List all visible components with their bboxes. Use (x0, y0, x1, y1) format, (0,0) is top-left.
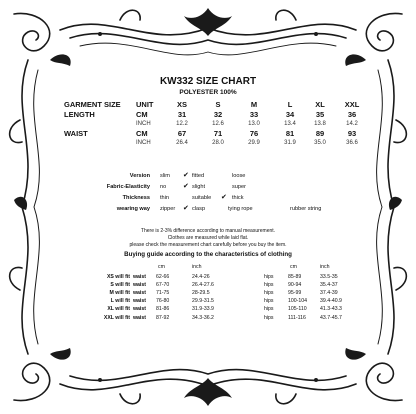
guide-row-cm: 81-86 (156, 306, 170, 313)
thickness-check-icon: ✔ (221, 194, 227, 201)
guide-row-part-2: hips (264, 298, 274, 305)
length-inch-xl: 13.8 (314, 121, 326, 127)
wearing-option-tying-rope: tying rope (228, 206, 253, 212)
guide-row-cm-2: 85-89 (288, 274, 302, 280)
guide-row-part-2: hips (264, 290, 274, 297)
waist-inch-m: 29.9 (248, 140, 260, 146)
guide-row-cm-2: 95-99 (288, 290, 302, 297)
version-option-slim: slim (160, 173, 170, 179)
waist-inch-xxl: 36.6 (346, 140, 358, 146)
length-inch-l: 13.4 (284, 121, 296, 127)
size-header-m: M (250, 100, 258, 109)
guide-row-cm-2: 105-110 (288, 306, 307, 313)
guide-row-part: waist (133, 314, 146, 321)
wearing-check-icon: ✔ (183, 205, 189, 212)
guide-col-inch-2: inch (320, 264, 330, 270)
guide-row-cm: 87-92 (156, 314, 170, 321)
thickness-option-thin: thin (160, 195, 170, 201)
waist-inch-l: 31.9 (284, 140, 296, 146)
wearing-way-label: wearing way (116, 206, 150, 212)
garment-size-header: GARMENT SIZE (64, 100, 121, 109)
guide-row-part: waist (133, 274, 146, 280)
length-cm-xs: 31 (177, 110, 187, 119)
size-header-xxl: XXL (344, 100, 360, 109)
guide-row-inch-2: 33.5-35 (320, 274, 338, 280)
guide-row-inch: 24.4-26 (192, 274, 210, 280)
wearing-option-zipper: zipper (160, 206, 176, 212)
chart-title: KW332 SIZE CHART (159, 76, 257, 87)
thickness-option-suitable: suitable (192, 195, 212, 201)
note-laid-flat: Clothes are measured while laid flat. (167, 235, 249, 241)
guide-row-inch-2: 35.4-37 (320, 282, 338, 289)
guide-row-inch: 29.9-31.5 (192, 298, 214, 305)
guide-row-inch-2: 41.3-43.3 (320, 306, 342, 313)
elasticity-option-super: super (232, 184, 246, 190)
guide-row-part: waist (133, 298, 146, 305)
guide-row-inch-2: 43.7-45.7 (320, 314, 342, 321)
version-option-fitted: fitted (192, 173, 205, 179)
thickness-label: Thickness (122, 195, 150, 201)
version-check-icon: ✔ (183, 172, 189, 179)
waist-cm-xl: 89 (315, 129, 325, 138)
wearing-option-rubber-string: rubber string (290, 206, 322, 212)
guide-row-cm-2: 111-116 (288, 314, 306, 321)
waist-label: WAIST (64, 129, 88, 138)
guide-row-cm-2: 100-104 (288, 298, 308, 305)
unit-header: UNIT (136, 100, 154, 109)
length-inch-m: 13.0 (248, 121, 260, 127)
guide-row-part-2: hips (264, 314, 274, 321)
waist-cm-s: 71 (213, 129, 223, 138)
length-unit-cm: CM (136, 110, 148, 119)
guide-row-label: XXL will fit (103, 314, 130, 321)
guide-row-inch: 26.4-27.6 (192, 282, 214, 289)
buying-guide-title: Buying guide according to the characteristics of clothing (124, 251, 292, 258)
length-unit-inch: INCH (136, 121, 151, 127)
waist-cm-xxl: 93 (347, 129, 357, 138)
waist-cm-xs: 67 (177, 129, 187, 138)
size-header-s: S (215, 100, 221, 109)
guide-row-inch-2: 37.4-39 (320, 290, 338, 297)
guide-row-inch-2: 39.4-40.9 (320, 298, 342, 305)
guide-row-cm: 62-66 (156, 274, 170, 280)
thickness-option-thick: thick (232, 195, 244, 201)
guide-row-part: waist (133, 290, 146, 297)
guide-row-inch: 34.3-36.2 (192, 314, 214, 321)
elasticity-check-icon: ✔ (183, 183, 189, 190)
size-header-l: L (287, 100, 293, 109)
guide-row-label: M will fit (109, 290, 130, 297)
waist-inch-xl: 35.0 (314, 140, 326, 146)
fabric-elasticity-label: Fabric-Elasticity (106, 184, 150, 190)
length-label: LENGTH (64, 110, 95, 119)
length-cm-s: 32 (213, 110, 223, 119)
waist-inch-xs: 26.4 (176, 140, 188, 146)
guide-row-part-2: hips (264, 274, 274, 280)
guide-row-inch: 28-29.5 (192, 290, 210, 297)
waist-unit-inch: INCH (136, 140, 151, 146)
guide-row-label: XS will fit (106, 274, 130, 280)
note-difference: There is 2-3% difference according to manual measurement. (140, 228, 276, 234)
guide-col-cm-2: cm (290, 264, 297, 270)
version-option-loose: loose (232, 173, 246, 179)
waist-cm-l: 81 (285, 129, 295, 138)
elasticity-option-no: no (160, 184, 167, 190)
guide-row-cm: 71-75 (156, 290, 170, 297)
guide-row-cm-2: 90-94 (288, 282, 302, 289)
guide-row-cm: 76-80 (156, 298, 170, 305)
guide-col-inch: inch (192, 264, 202, 270)
waist-unit-cm: CM (136, 129, 148, 138)
length-cm-m: 33 (249, 110, 259, 119)
size-header-xs: XS (176, 100, 187, 109)
guide-row-part: waist (133, 282, 146, 289)
guide-row-label: XL will fit (107, 306, 130, 313)
length-cm-xxl: 36 (347, 110, 357, 119)
version-label: Version (129, 173, 150, 179)
note-check-chart: please check the measurement chart carefully before you buy the item. (129, 242, 287, 248)
guide-row-part-2: hips (264, 306, 274, 313)
length-inch-s: 12.6 (212, 121, 224, 127)
guide-row-label: S will fit (110, 282, 130, 289)
wearing-option-clasp: clasp (192, 206, 206, 212)
length-inch-xxl: 14.2 (346, 121, 358, 127)
waist-inch-s: 28.0 (212, 140, 224, 146)
guide-row-part-2: hips (264, 282, 274, 289)
elasticity-option-slight: slight (192, 184, 206, 190)
waist-cm-m: 76 (249, 129, 259, 138)
guide-row-cm: 67-70 (156, 282, 170, 289)
chart-subtitle: POLYESTER 100% (179, 89, 237, 96)
length-inch-xs: 12.2 (176, 121, 188, 127)
size-header-xl: XL (315, 100, 325, 109)
guide-row-part: waist (133, 306, 146, 313)
guide-col-cm: cm (158, 264, 165, 270)
length-cm-xl: 35 (315, 110, 325, 119)
length-cm-l: 34 (285, 110, 295, 119)
guide-row-inch: 31.9-33.9 (192, 306, 214, 313)
guide-row-label: L will fit (110, 298, 130, 305)
